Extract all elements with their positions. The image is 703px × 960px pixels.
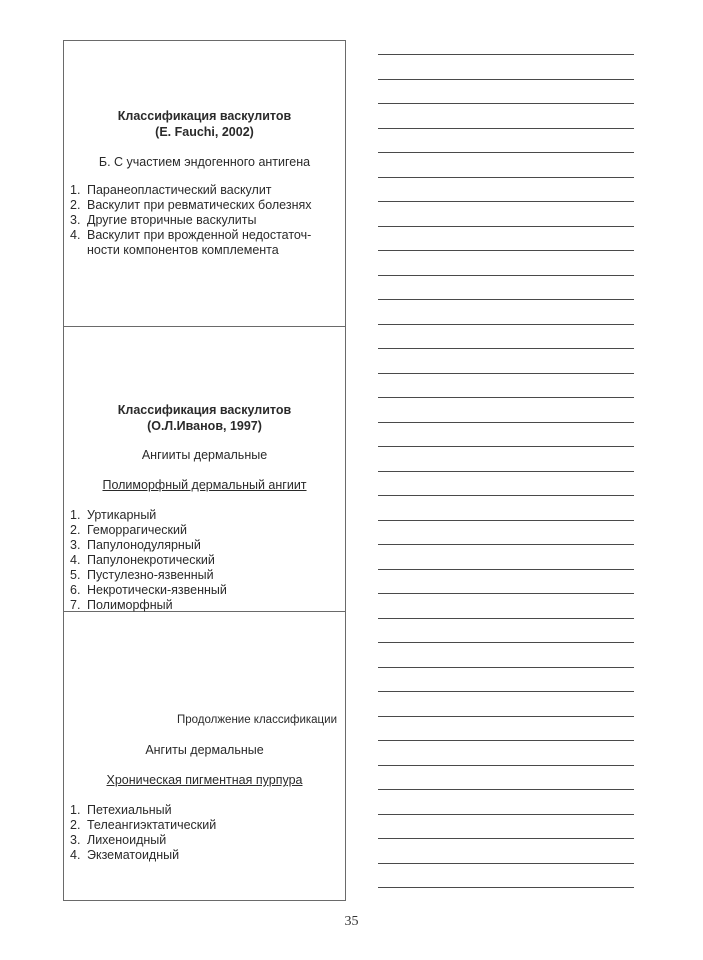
list-item: 2. Геморрагический [70, 523, 187, 537]
slide-column [63, 40, 346, 901]
list-item: 3. Лихеноидный [70, 833, 167, 847]
list-item: 5. Пустулезно-язвенный [70, 568, 214, 582]
note-line [378, 887, 634, 888]
list-item: 3. Другие вторичные васкулиты [70, 213, 257, 227]
note-line [378, 446, 634, 447]
slide-heading: Хроническая пигментная пурпура [106, 773, 303, 787]
note-line [378, 324, 634, 325]
slide-subtitle: Ангииты дермальные [141, 448, 268, 462]
note-line [378, 495, 634, 496]
list-item: 4. Экзематоидный [70, 848, 180, 862]
page-number: 35 [344, 914, 359, 929]
note-line [378, 103, 634, 104]
note-line [378, 275, 634, 276]
note-line [378, 814, 634, 815]
slide-title-line1: Классификация васкулитов [117, 109, 292, 123]
slide-fauchi-classification [64, 41, 345, 327]
note-line [378, 397, 634, 398]
list-item: 3. Папулонодулярный [70, 538, 201, 552]
note-line [378, 544, 634, 545]
note-line [378, 79, 634, 80]
list-item: 1. Петехиальный [70, 803, 172, 817]
list-item: 1. Уртикарный [70, 508, 157, 522]
note-line [378, 152, 634, 153]
note-line [378, 250, 634, 251]
note-line [378, 422, 634, 423]
note-line [378, 765, 634, 766]
note-line [378, 128, 634, 129]
note-line [378, 642, 634, 643]
note-line [378, 54, 634, 55]
list-item: 1. Паранеопластический васкулит [70, 183, 272, 197]
slide-list [70, 183, 342, 258]
slide-title-line2: (E. Fauchi, 2002) [155, 125, 254, 139]
note-line [378, 667, 634, 668]
slide-title-line1: Классификация васкулитов [117, 403, 292, 417]
list-item: 4. Васкулит при врожденной недостаточ-ности компонентов комплемента [70, 228, 312, 257]
note-line [378, 201, 634, 202]
note-line [378, 348, 634, 349]
note-line [378, 618, 634, 619]
slide-continuation [64, 612, 345, 900]
list-item: 7. Полиморфный [70, 598, 173, 612]
slide-list [70, 508, 342, 613]
list-item: 6. Некротически-язвенный [70, 583, 227, 597]
note-line [378, 593, 634, 594]
note-line [378, 177, 634, 178]
list-item: 4. Папулонекротический [70, 553, 215, 567]
slide-subtitle: Б. С участием эндогенного антигена [98, 155, 311, 169]
slide-list [70, 803, 342, 863]
slide-ivanov-classification [64, 327, 345, 612]
slide-title-line2: (О.Л.Иванов, 1997) [147, 419, 262, 433]
list-item: 2. Васкулит при ревматических болезнях [70, 198, 312, 212]
note-line [378, 471, 634, 472]
list-item: 2. Телеангиэктатический [70, 818, 217, 832]
note-line [378, 569, 634, 570]
note-line [378, 226, 634, 227]
note-line [378, 789, 634, 790]
note-line [378, 716, 634, 717]
note-line [378, 838, 634, 839]
slide-heading: Полиморфный дермальный ангиит [102, 478, 307, 492]
note-line [378, 740, 634, 741]
notes-lines-area [378, 0, 634, 900]
note-line [378, 299, 634, 300]
slide-subtitle: Ангиты дермальные [145, 743, 264, 757]
note-line [378, 863, 634, 864]
note-line [378, 373, 634, 374]
note-line [378, 520, 634, 521]
slide-continuation-label: Продолжение классификации [176, 714, 337, 726]
note-line [378, 691, 634, 692]
